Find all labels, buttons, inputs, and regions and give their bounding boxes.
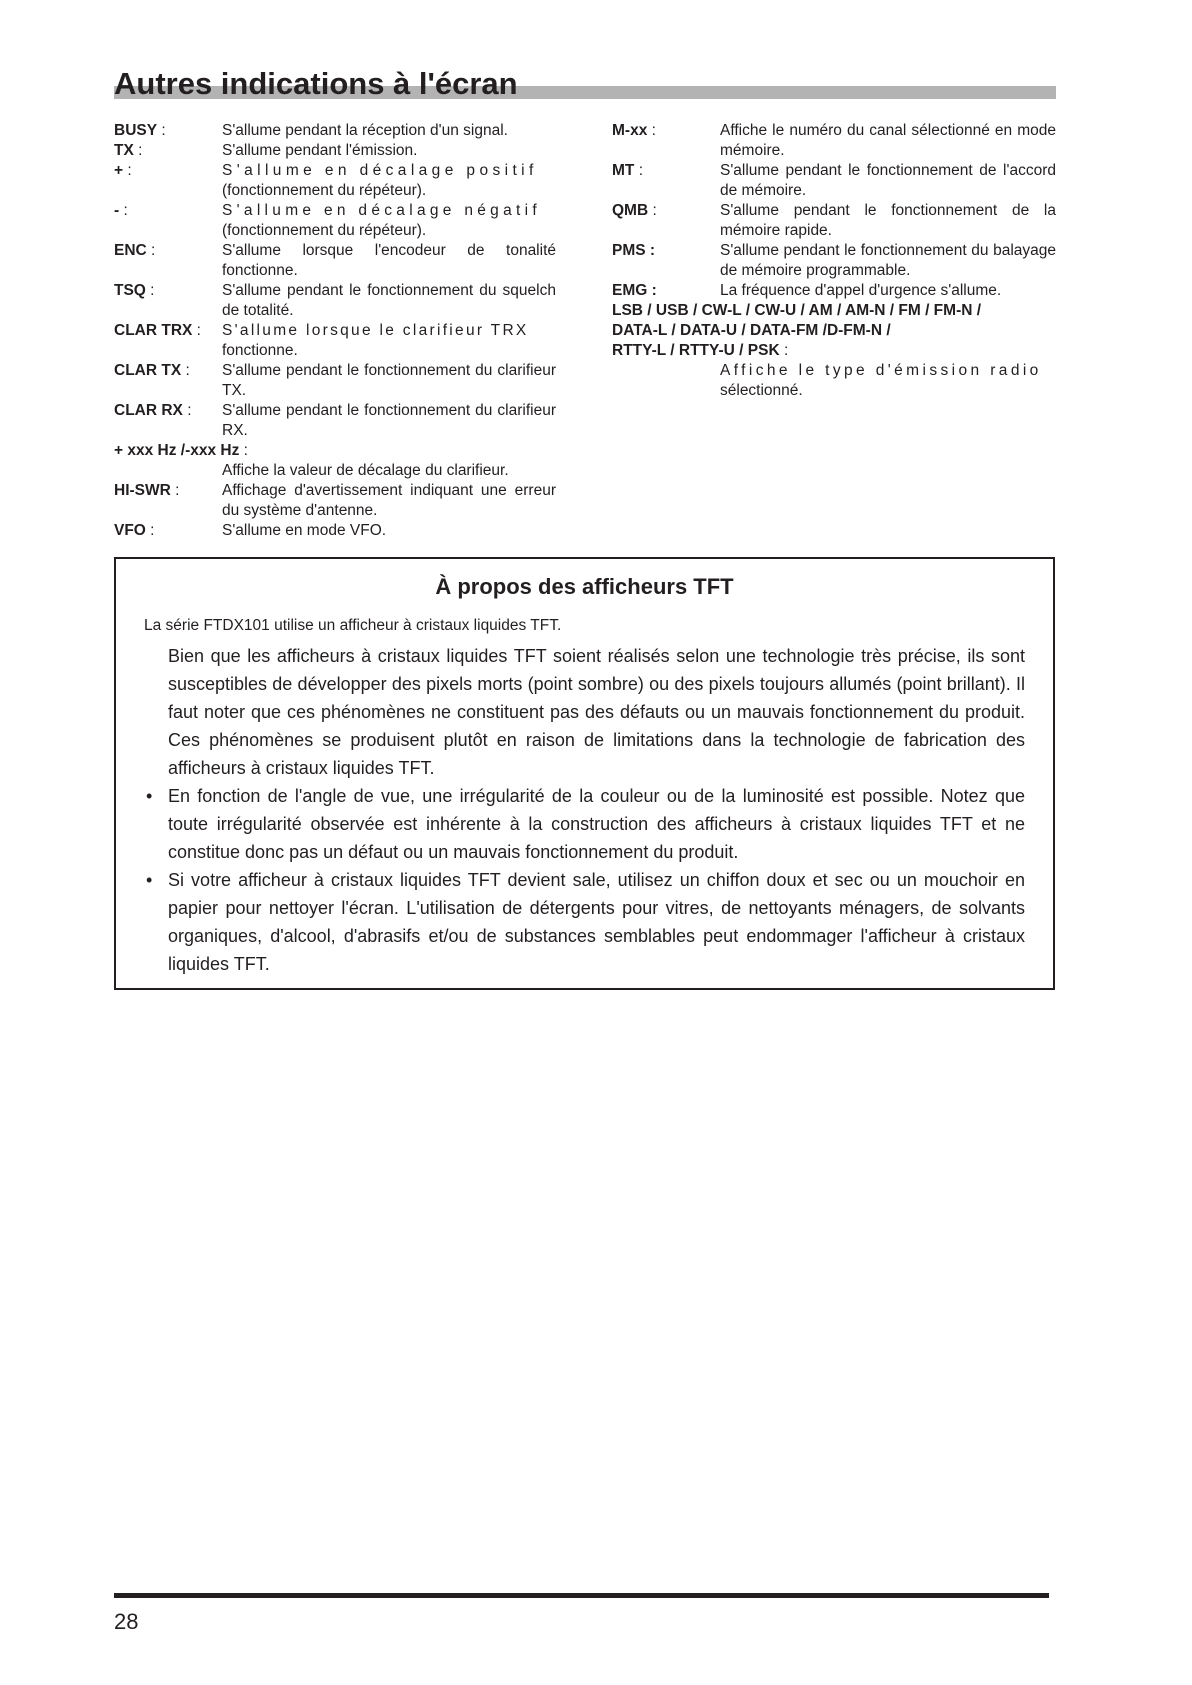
desc-clar-tx: S'allume pendant le fonctionnement du clarifieur TX.	[222, 362, 556, 399]
term-clar-rx: CLAR RX	[114, 402, 183, 419]
entry-clar-tx: CLAR TX : S'allume pendant le fonctionnement du clarifieur TX.	[114, 362, 556, 399]
entry-emg	[612, 281, 1056, 301]
desc-offset: Affiche la valeur de décalage du clarifieur.	[222, 462, 509, 479]
page-title: Autres indications à l'écran	[114, 66, 518, 101]
term-tsq: TSQ	[114, 282, 146, 299]
entry-tx: TX : S'allume pendant l'émission.	[114, 141, 556, 161]
desc-minus-line1: S'allume en décalage négatif	[222, 202, 541, 219]
entry-plus: + : S'allume en décalage positif (fonctionnement du répéteur).	[114, 161, 556, 201]
term-clar-trx: CLAR TRX	[114, 322, 193, 339]
entry-hi-swr: HI-SWR : Affichage d'avertissement indiquant une erreur du système d'antenne.	[114, 482, 556, 519]
desc-clar-rx: S'allume pendant le fonctionnement du clarifieur RX.	[222, 402, 556, 439]
modes-line3: RTTY-L / RTTY-U / PSK :	[612, 342, 789, 359]
desc-pms: S'allume pendant le fonctionnement du balayage de mémoire programmable.	[720, 242, 1056, 279]
tft-box-title: À propos des afficheurs TFT	[435, 574, 734, 599]
desc-mxx: Affiche le numéro du canal sélectionné en mode mémoire.	[720, 122, 1056, 159]
desc-plus-line2: (fonctionnement du répéteur).	[222, 182, 427, 199]
term-plus: +	[114, 162, 124, 179]
term-clar-tx: CLAR TX	[114, 362, 182, 379]
term-minus: -	[114, 202, 120, 219]
tft-list	[144, 642, 1025, 978]
tft-bullet-item: • Si votre afficheur à cristaux liquides TFT devient sale, utilisez un chiffon doux et sec ou un mouchoir en papier pour nettoyer l'écran. L'utilisation de détergents pour vitres, de nettoyants ménagers, de solvants organiques, d'alcool, d'abrasifs et/ou de substances semblables peut endommager l'afficheur à cristaux liquides TFT.	[144, 866, 1025, 978]
tft-intro: La série FTDX101 utilise un afficheur à cristaux liquides TFT.	[144, 617, 562, 634]
entry-mt: MT : S'allume pendant le fonctionnement de l'accord de mémoire.	[612, 162, 1056, 199]
entry-mxx: M-xx : Affiche le numéro du canal sélectionné en mode mémoire.	[612, 122, 1056, 159]
entry-minus: - : S'allume en décalage négatif (fonctionnement du répéteur).	[114, 201, 556, 241]
desc-clar-trx-line2: fonctionne.	[222, 342, 298, 359]
modes-line1: LSB / USB / CW-L / CW-U / AM / AM-N / FM / FM-N /	[612, 302, 982, 319]
tft-bullet-item: • En fonction de l'angle de vue, une irrégularité de la couleur ou de la luminosité est possible. Notez que toute irrégularité observée est inhérente à la construction des afficheurs à cristaux liquides TFT et ne constitue donc pas un défaut ou un mauvais fonctionnement du produit.	[144, 782, 1025, 866]
term-enc: ENC	[114, 242, 147, 259]
desc-vfo: S'allume en mode VFO.	[222, 522, 387, 539]
footer-rule	[114, 1593, 1049, 1598]
desc-minus-line2: (fonctionnement du répéteur).	[222, 222, 427, 239]
term-tx: TX	[114, 142, 134, 159]
term-offset: + xxx Hz /-xxx Hz	[114, 442, 240, 459]
desc-tsq: S'allume pendant le fonctionnement du squelch de totalité.	[222, 282, 556, 319]
term-vfo: VFO	[114, 522, 146, 539]
desc-enc: S'allume lorsque l'encodeur de tonalité fonctionne.	[222, 242, 556, 279]
desc-emg: La fréquence d'appel d'urgence s'allume.	[720, 282, 1002, 299]
entry-tsq: TSQ : S'allume pendant le fonctionnement du squelch de totalité.	[114, 282, 556, 319]
entry-qmb: QMB : S'allume pendant le fonctionnement de la mémoire rapide.	[612, 202, 1056, 239]
term-mt: MT	[612, 162, 635, 179]
desc-busy: S'allume pendant la réception d'un signal.	[222, 122, 508, 139]
entry-vfo: VFO : S'allume en mode VFO.	[114, 521, 556, 541]
term-qmb: QMB	[612, 202, 649, 219]
term-busy: BUSY	[114, 122, 158, 139]
right-column	[612, 121, 1056, 401]
tft-paragraph: Bien que les afficheurs à cristaux liquides TFT soient réalisés selon une technologie très précise, ils sont susceptibles de développer des pixels morts (point sombre) ou des pixels toujours allumés (point brillant). Il faut noter que ces phénomènes ne constituent pas des défauts ou un mauvais fonctionnement du produit. Ces phénomènes se produisent plutôt en raison de limitations dans la technologie de fabrication des afficheurs à cristaux liquides TFT.	[168, 646, 1025, 778]
entry-offset-term: + xxx Hz /-xxx Hz :	[114, 442, 248, 459]
modes-desc-line2: sélectionné.	[720, 382, 803, 399]
entry-clar-trx: CLAR TRX : S'allume lorsque le clarifieur TRX fonctionne.	[114, 321, 556, 361]
section-heading	[114, 66, 1056, 100]
left-column	[114, 121, 556, 541]
desc-qmb: S'allume pendant le fonctionnement de la mémoire rapide.	[720, 202, 1056, 239]
desc-clar-trx-line1: S'allume lorsque le clarifieur TRX	[222, 322, 529, 339]
entry-clar-rx: CLAR RX : S'allume pendant le fonctionnement du clarifieur RX.	[114, 402, 556, 439]
term-mxx: M-xx	[612, 122, 648, 139]
entry-enc: ENC : S'allume lorsque l'encodeur de tonalité fonctionne.	[114, 242, 556, 279]
page-number: 28	[114, 1609, 139, 1634]
modes-desc-line1: Affiche le type d'émission radio	[720, 362, 1042, 379]
desc-plus-line1: S'allume en décalage positif	[222, 162, 538, 179]
term-hi-swr: HI-SWR	[114, 482, 171, 499]
term-emg: EMG :	[612, 282, 657, 299]
term-pms: PMS :	[612, 242, 656, 259]
desc-hi-swr: Affichage d'avertissement indiquant une erreur du système d'antenne.	[222, 482, 556, 519]
desc-mt: S'allume pendant le fonctionnement de l'accord de mémoire.	[720, 162, 1056, 199]
desc-tx: S'allume pendant l'émission.	[222, 142, 418, 159]
modes-line2: DATA-L / DATA-U / DATA-FM /D-FM-N /	[612, 322, 891, 339]
entry-pms	[612, 241, 1056, 281]
tft-info-box	[114, 557, 1055, 990]
entry-busy: BUSY : S'allume pendant la réception d'un signal.	[114, 121, 556, 141]
